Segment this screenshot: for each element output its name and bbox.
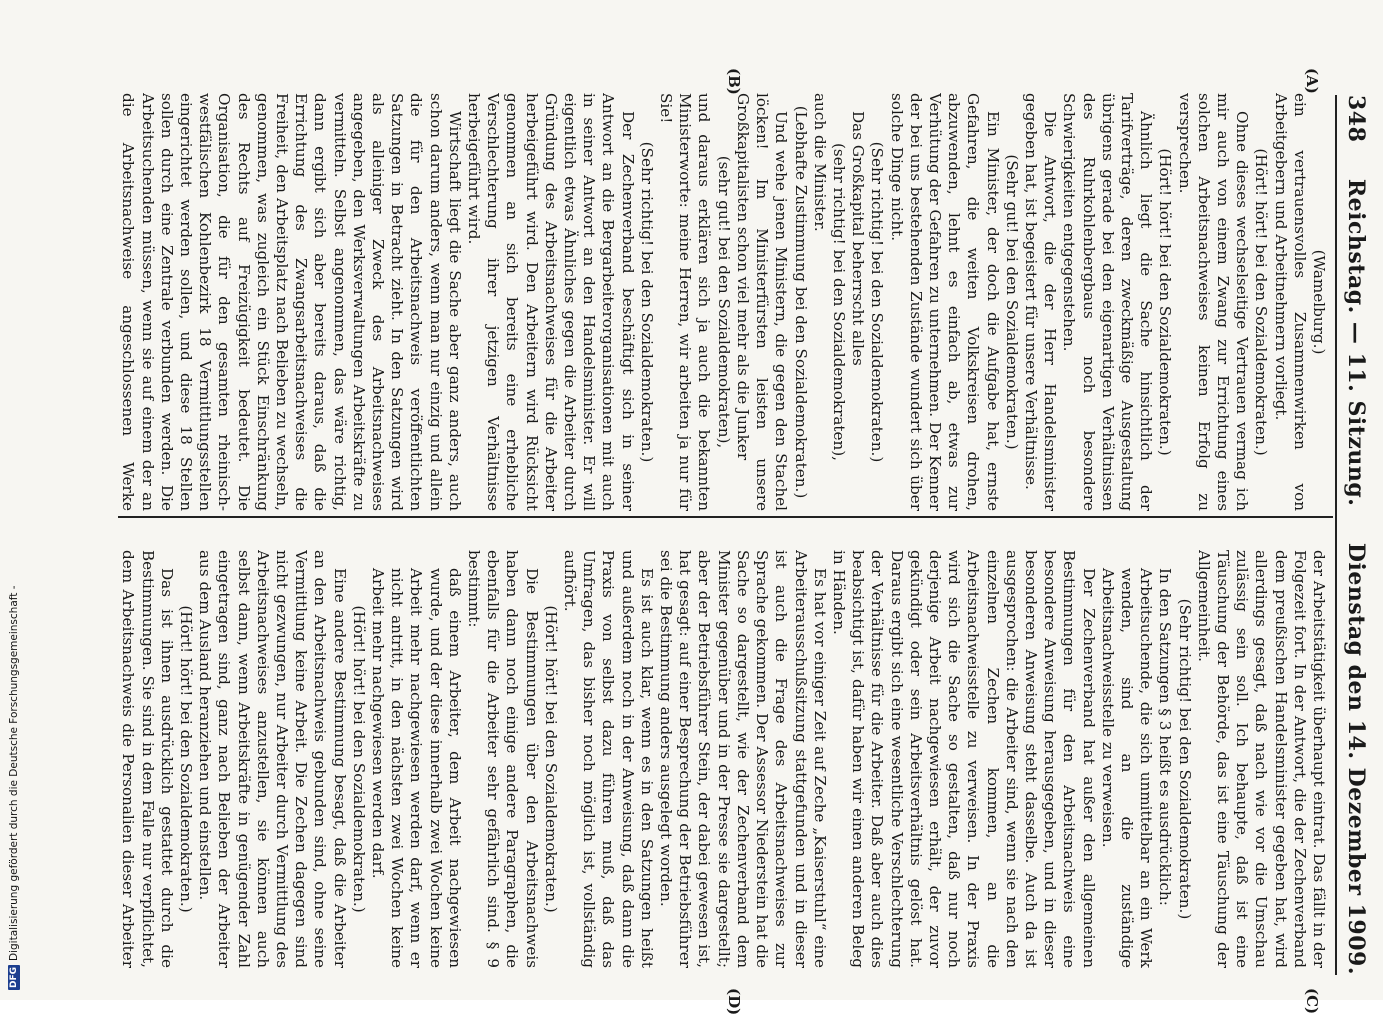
paragraph-continuation: auch die Minister. (810, 93, 829, 232)
interjection: (sehr richtig! bei den Sozialdemokraten), (829, 142, 848, 462)
interjection: (Hört! hört! bei den Sozialdemokraten.) (541, 605, 560, 913)
page-header (1341, 95, 1371, 975)
digitization-credit (8, 585, 20, 990)
margin-marker-d: (D) (725, 988, 743, 1015)
paragraph: Ohne dieses wechselseitige Vertrauen vermag ich mir auch von einem Zwang zur Errichtung eines solchen Arbeitsnachweises keinen Erfolg zu versprechen. (1175, 93, 1252, 511)
paragraph: Ähnlich liegt die Sache hinsichtlich der Tarifverträge, deren zweckmäßige Ausgestaltung übrigens gerade bei den eigenartigen Verhältnissen des Ruhrkohlenbergbaus noch besondere Schwierigkeiten entgegenstehen. (1060, 93, 1156, 511)
paragraph: In den Satzungen § 3 heißt es ausdrücklich: (1156, 568, 1175, 906)
paragraph: Der Zechenverband beschäftigt sich in seiner Antwort an die Bergarbeiterorganisationen mit auch in seiner Antwort an den Handelsminister. Er will eigentlich etwas Ähnliches gegen die Arbeiter durch Gründung des Arbeitsnachweises für die Arbeiter herbeigeführt wird. Den Arbeitern wird Rücksicht genommen an sich bereits eine erhebliche Verschlechterung ihrer jetzigen Verhältnisse herbeigeführt wird. (465, 93, 637, 511)
paragraph-continuation: der Arbeitstätigkeit überhaupt eintrat. Das fällt in der Folgezeit fort. In der Antwort, die der Zechenverband dem preußischen Handelsminister gegeben hat, wird allerdings gesagt, daß nach wie vor die Umschau zulässig sein soll. Ich behaupte, daß ist eine Täuschung der Behörde, das ist eine Täuschung der Allgemeinheit. (1194, 550, 1328, 968)
quoted-provision: Arbeitsuchende, die sich unmittelbar an ein Werk wenden, sind an die zuständige Arbeitsnachweisstelle zu verweisen. (1098, 568, 1156, 968)
interjection: (Sehr richtig! bei den Sozialdemokraten.) (637, 141, 656, 463)
paragraph: Das Großkapital beherrscht alles (849, 111, 868, 366)
page-number: 348 (1343, 95, 1369, 143)
paragraph: Die Bestimmungen über den Arbeitsnachweis haben dann noch einige andere Paragraphen, die ebenfalls für die Arbeiter sehr gefährlich sind. § 9 bestimmt: (465, 550, 541, 968)
session-date: Dienstag den 14. Dezember 1909. (1343, 542, 1369, 975)
interjection: (Sehr gut! bei den Sozialdemokraten.) (1002, 154, 1021, 450)
margin-marker-b: (B) (725, 68, 743, 95)
interjection: (Wamelburg.) (1310, 249, 1328, 355)
interjection: (Hört! hört! bei den Sozialdemokraten.) (177, 605, 196, 913)
margin-marker-a: (A) (1303, 68, 1321, 94)
paragraph: Ein Minister, der doch die Aufgabe hat, ernste Gefahren, die weiten Volkskreisen drohen, abzuwenden, lehnt es einfach ab, etwas zur Verhütung der Gefahren zu unternehmen. Der Kenner der bei uns bestehenden Zustände wundert sich über solche Dinge nicht. (887, 93, 1002, 511)
interjection: (Lebhafte Zustimmung bei den Sozialdemokraten.) (791, 105, 810, 499)
paragraph: Das ist ihnen ausdrücklich gestattet durch die Bestimmungen. Sie sind in dem Falle nur verpflichtet, dem Arbeitsnachweis die Personalien dieser Arbeiter (119, 550, 176, 968)
column-divider (118, 516, 1333, 518)
paragraph: Und wehe jenen Ministern, die gegen den Stachel löcken! Im Ministerfürsten leisten unsere Großkapitalisten schon viel mehr als die Junker (733, 93, 791, 511)
header-rule (1335, 95, 1337, 975)
right-text-column (118, 550, 1328, 968)
rotated-page-content (113, 0, 1383, 1015)
paragraph-continuation: und daraus erklären sich ja auch die bekannten Ministerworte: meine Herren, wir arbeiten ja nur für Sie! (657, 93, 714, 511)
interjection: (Hört! hört! bei den Sozialdemokraten.) (349, 605, 368, 913)
interjection: (Sehr richtig! bei den Sozialdemokraten.) (1175, 598, 1194, 920)
paragraph: Es ist auch klar, wenn es in den Satzungen heißt und außerdem noch in der Anweisung, daß dann die Praxis von selbst dazu führen muß, daß das Umfragen, das bisher noch möglich ist, vollständig aufhört. (561, 550, 656, 968)
running-title: Reichstag. — 11. Sitzung. (1343, 178, 1369, 507)
credit-text: Digitalisierung gefördert durch die Deutsche Forschungsgemeinschaft - (8, 585, 20, 961)
interjection: (Sehr richtig! bei den Sozialdemokraten.) (868, 141, 887, 463)
interjection: (Hört! hört! bei den Sozialdemokraten.) (1252, 148, 1271, 456)
paragraph: Die Antwort, die der Herr Handelsminister gegeben hat, ist begeistert für unsere Verhältnisse. (1021, 93, 1060, 511)
paragraph: Wirtschaft liegt die Sache aber ganz anders, auch schon darum anders, wenn man nur einzig und allein die für den Arbeitsnachweis veröffentlichten Satzungen in Betracht zieht. In den Satzungen wird als alleiniger Zweck des Arbeitsnachweises angegeben, den Werksverwaltungen Arbeitskräfte zu vermitteln. Selbst angenommen, das wäre richtig, dann ergibt sich aber bereits daraus, daß die Errichtung des Zwangsarbeitsnachweises die Freiheit, den Arbeitsplatz nach Belieben zu wechseln, genommen, was zugleich ein Stück Einschränkung des Rechts auf Freizügigkeit bedeutet. Die Organisation, die für den gesamten rheinisch-westfälischen Kohlenbezirk 18 Vermittlungsstellen eingerichtet werden sollen, und diese 18 Stellen sollen durch eine Zentrale verbunden werden. Die Arbeitsuchenden müssen, wenn sie auf einem der an die Arbeitsnachweise angeschlossenen Werke (119, 93, 464, 511)
margin-marker-c: (C) (1303, 988, 1321, 1015)
paragraph: Eine andere Bestimmung besagt, daß die Arbeiter an den Arbeitsnachweis gebunden sind, ohne seine Vermittlung keine Arbeit. Die Zechen dagegen sind nicht gezwungen, nur Arbeiter durch Vermittlung des Arbeitsnachweises anzustellen, sie können auch selbst dann, wenn Arbeitskräfte in genügender Zahl eingetragen sind, ganz nach Belieben der Arbeiter aus dem Ausland heranziehen und einstellen. (196, 550, 349, 968)
dfg-logo: DFG (9, 966, 19, 988)
quoted-provision: daß einem Arbeiter, dem Arbeit nachgewiesen wurde, und der diese innerhalb zwei Wochen keine Arbeit mehr nachgewiesen werden darf, wenn er nicht antritt, in den nächsten zwei Wochen keine Arbeit mehr nachgewiesen werden darf. (369, 568, 464, 968)
paragraph-continuation: ein vertrauensvolles Zusammenwirken von Arbeitgebern und Arbeitnehmern vorliegt. (1271, 93, 1309, 511)
paragraph: Es hat vor einiger Zeit auf Zeche „Kaiserstuhl“ eine Arbeiterausschußsitzung stattgefunden und in dieser ist auch die Frage des Arbeitsnachweises zur Sprache gekommen. Der Assessor Niederstein hat die Sache so dargestellt, wie der Zechenverband dem Minister gegenüber und in der Presse sie dargestellt; aber der Betriebsführer Stein, der dabei gewesen ist, hat gesagt: auf einer Besprechung der Betriebsführer sei die Bestimmung anders ausgelegt worden. (657, 550, 829, 968)
paragraph: Der Zechenverband hat außer den allgemeinen Bestimmungen für den Arbeitsnachweis eine besondere Anweisung herausgegeben, und in dieser besonderen Anweisung steht dasselbe. Auch da ist ausgesprochen: die Arbeiter sind, wenn sie nach den einzelnen Zechen kommen, an die Arbeitsnachweisstelle zu verweisen. In der Praxis wird sich die Sache so gestalten, daß nur noch derjenige Arbeit nachgewiesen erhält, der zuvor gekündigt oder sein Arbeitsverhältnis gelöst hat. Daraus ergibt sich eine wesentliche Verschlechterung der Verhältnisse für die Arbeiter. Daß aber auch dies beabsichtigt ist, dafür haben wir einen anderen Beleg in Händen. (829, 550, 1098, 968)
left-text-column (118, 93, 1328, 511)
interjection: (Hört! hört! bei den Sozialdemokraten.) (1156, 148, 1175, 456)
interjection: (sehr gut! bei den Sozialdemokraten), (714, 155, 733, 449)
